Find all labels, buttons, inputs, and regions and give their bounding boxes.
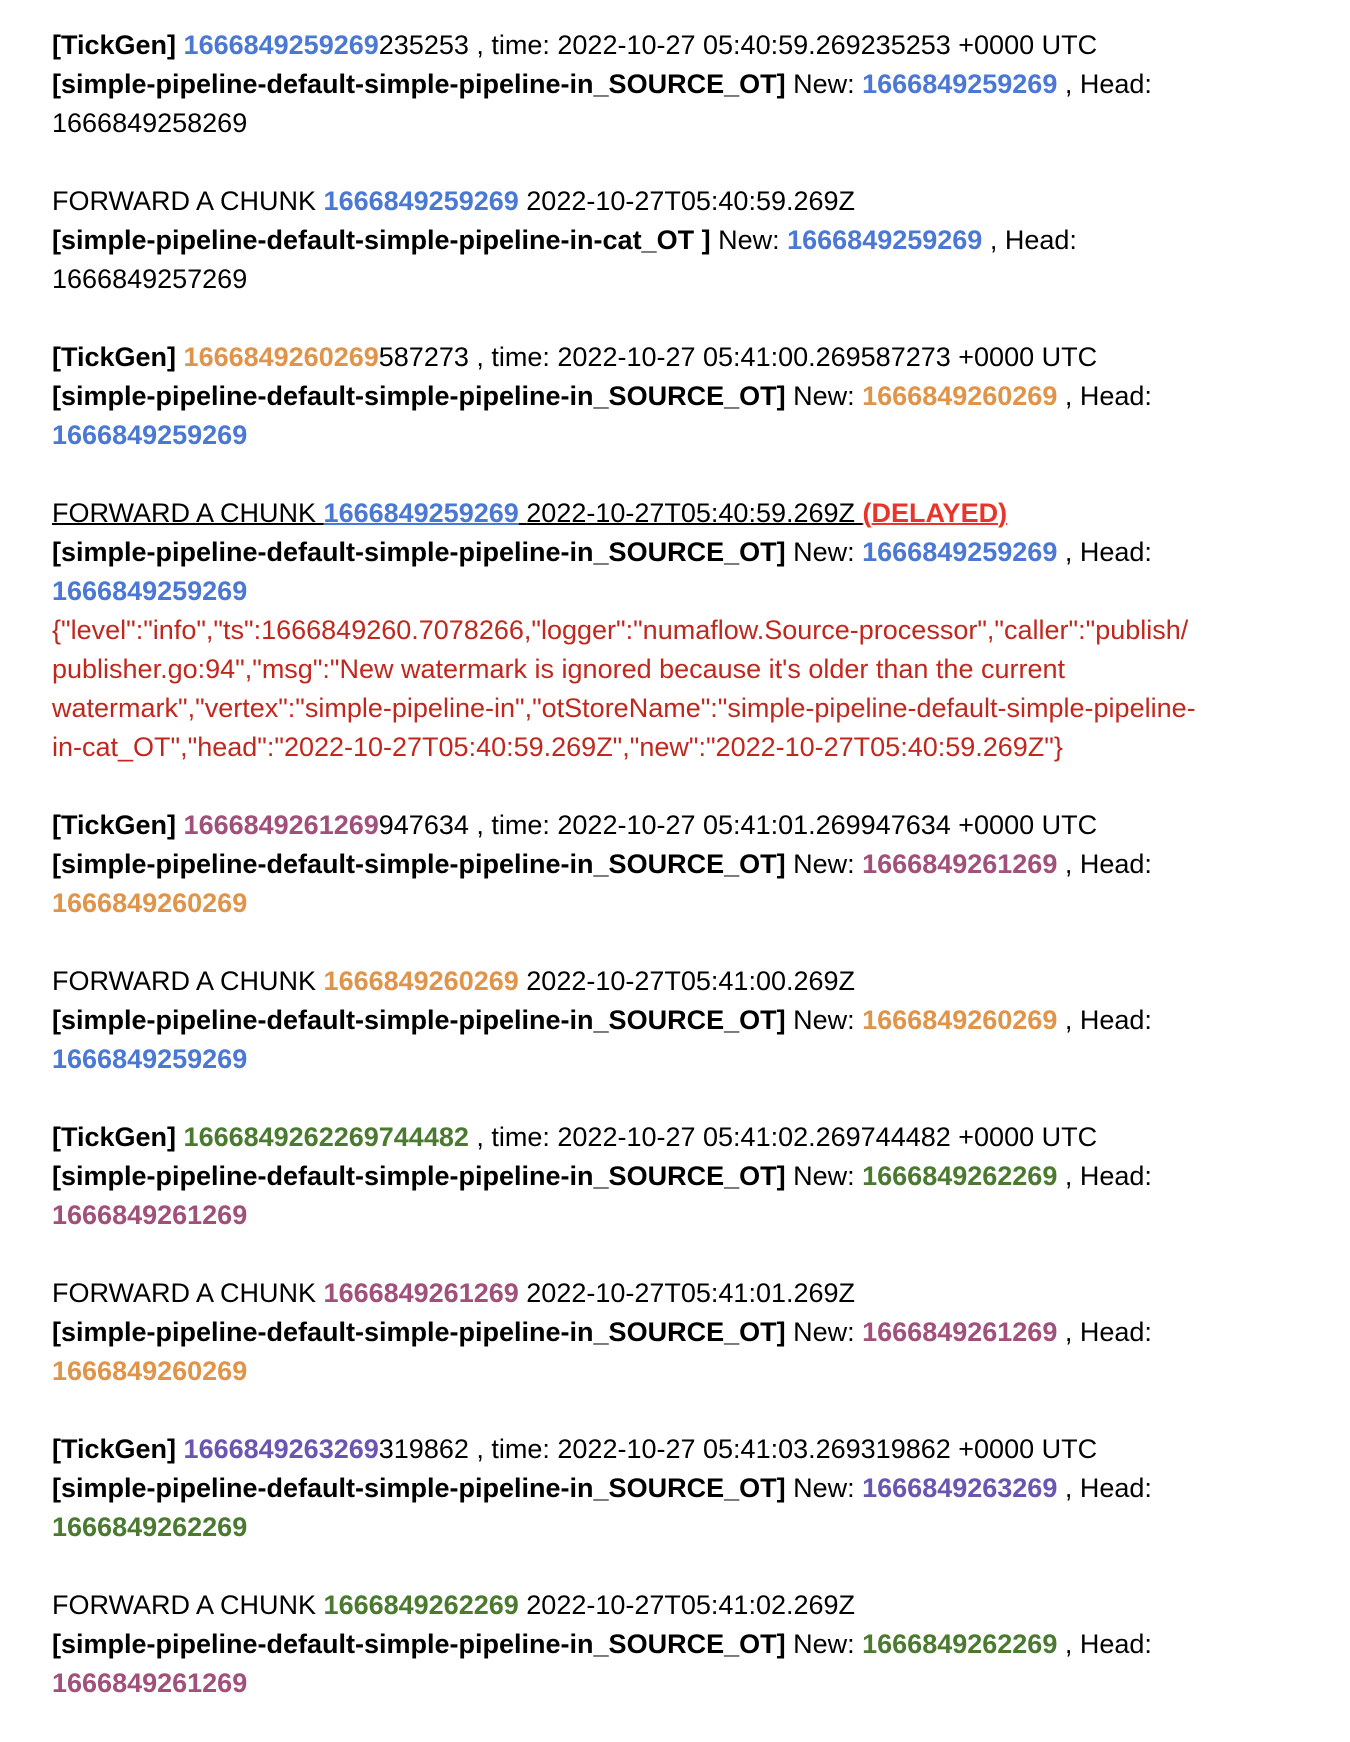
ot-store-label: [simple-pipeline-default-simple-pipeline-in_SOURCE_OT] [52, 1317, 786, 1347]
tick-timestamp-ms: 1666849262269 [183, 1122, 379, 1152]
head-label: , Head: [1064, 849, 1152, 879]
tickgen-line [52, 1118, 1297, 1157]
forward-delayed-entry [52, 494, 1297, 767]
new-watermark-value: 1666849259269 [787, 225, 983, 255]
tick-time-text: , time: 2022-10-27 05:41:01.269947634 +0000 UTC [476, 810, 1098, 840]
ot-line [52, 845, 1297, 884]
tickgen-line [52, 26, 1297, 65]
ot-store-label: [simple-pipeline-default-simple-pipeline-in_SOURCE_OT] [52, 1473, 786, 1503]
tickgen-entry [52, 1118, 1297, 1235]
tick-time-text: , time: 2022-10-27 05:40:59.269235253 +0000 UTC [476, 30, 1098, 60]
forward-label: FORWARD A CHUNK [52, 186, 317, 216]
forward-time-text: 2022-10-27T05:41:01.269Z [526, 1278, 856, 1308]
forward-entry [52, 1274, 1297, 1391]
head-line [52, 1196, 1297, 1235]
ot-store-label: [simple-pipeline-default-simple-pipeline-in_SOURCE_OT] [52, 537, 786, 567]
head-line [52, 1664, 1297, 1703]
ot-line [52, 533, 1297, 572]
new-label: New: [793, 1473, 855, 1503]
forward-watermark-value: 1666849261269 [323, 1278, 519, 1308]
tick-timestamp-ms: 1666849259269 [183, 30, 379, 60]
forward-time-text: 2022-10-27T05:41:00.269Z [526, 966, 856, 996]
tick-timestamp-ms: 1666849263269 [183, 1434, 379, 1464]
head-label: , Head: [1064, 1317, 1152, 1347]
ot-line [52, 1625, 1297, 1664]
new-label: New: [793, 537, 855, 567]
head-watermark-value: 1666849259269 [52, 420, 248, 450]
new-watermark-value: 1666849263269 [862, 1473, 1058, 1503]
tick-timestamp-ns-suffix: 587273 [378, 342, 469, 372]
ot-line [52, 1157, 1297, 1196]
head-watermark-value: 1666849260269 [52, 888, 248, 918]
forward-line [52, 494, 1297, 533]
head-line [52, 572, 1297, 611]
forward-watermark-value: 1666849260269 [323, 966, 519, 996]
log-line: {"level":"info","ts":1666849260.7078266,"logger":"numaflow.Source-processor","caller":"publish/ [52, 615, 1189, 645]
head-line [52, 884, 1297, 923]
delayed-badge: (DELAYED) [862, 498, 1008, 528]
forward-time-text: 2022-10-27T05:40:59.269Z [526, 186, 856, 216]
new-watermark-value: 1666849260269 [862, 1005, 1058, 1035]
forward-line [52, 1274, 1297, 1313]
tick-time-text: , time: 2022-10-27 05:41:00.269587273 +0000 UTC [476, 342, 1098, 372]
tickgen-line [52, 806, 1297, 845]
new-label: New: [793, 1629, 855, 1659]
tick-timestamp-ns-suffix: 319862 [378, 1434, 469, 1464]
tick-timestamp-ns-suffix: 235253 [378, 30, 469, 60]
ot-store-label: [simple-pipeline-default-simple-pipeline-in_SOURCE_OT] [52, 849, 786, 879]
head-line [52, 1352, 1297, 1391]
head-line [52, 260, 1297, 299]
ot-store-label: [simple-pipeline-default-simple-pipeline-in_SOURCE_OT] [52, 1161, 786, 1191]
forward-watermark-value: 1666849259269 [323, 498, 519, 528]
forward-watermark-value: 1666849262269 [323, 1590, 519, 1620]
head-watermark-value: 1666849257269 [52, 264, 248, 294]
forward-time-text: 2022-10-27T05:40:59.269Z [526, 498, 856, 528]
forward-time-text: 2022-10-27T05:41:02.269Z [526, 1590, 856, 1620]
forward-line [52, 962, 1297, 1001]
head-label: , Head: [1064, 1473, 1152, 1503]
ot-store-label: [simple-pipeline-default-simple-pipeline-in_SOURCE_OT] [52, 381, 786, 411]
head-watermark-value: 1666849261269 [52, 1200, 248, 1230]
head-line [52, 1508, 1297, 1547]
forward-entry [52, 962, 1297, 1079]
new-watermark-value: 1666849261269 [862, 1317, 1058, 1347]
tickgen-label: [TickGen] [52, 30, 177, 60]
head-label: , Head: [1064, 381, 1152, 411]
tickgen-entry [52, 806, 1297, 923]
forward-entry [52, 182, 1297, 299]
ot-line [52, 65, 1297, 104]
head-line [52, 104, 1297, 143]
ot-store-label: [simple-pipeline-default-simple-pipeline-in-cat_OT ] [52, 225, 711, 255]
head-label: , Head: [1064, 69, 1152, 99]
tick-timestamp-ms: 1666849261269 [183, 810, 379, 840]
new-watermark-value: 1666849262269 [862, 1161, 1058, 1191]
tick-timestamp-ns-suffix: 947634 [378, 810, 469, 840]
tickgen-label: [TickGen] [52, 342, 177, 372]
tickgen-label: [TickGen] [52, 810, 177, 840]
forward-label: FORWARD A CHUNK [52, 498, 317, 528]
head-label: , Head: [1064, 537, 1152, 567]
tickgen-line [52, 338, 1297, 377]
head-label: , Head: [1064, 1161, 1152, 1191]
head-watermark-value: 1666849259269 [52, 1044, 248, 1074]
ot-line [52, 221, 1297, 260]
forward-line [52, 182, 1297, 221]
ot-line [52, 1469, 1297, 1508]
log-document [52, 26, 1297, 1742]
new-watermark-value: 1666849261269 [862, 849, 1058, 879]
ot-line [52, 377, 1297, 416]
new-label: New: [793, 1005, 855, 1035]
new-watermark-value: 1666849259269 [862, 69, 1058, 99]
head-label: , Head: [1064, 1629, 1152, 1659]
ot-store-label: [simple-pipeline-default-simple-pipeline-in_SOURCE_OT] [52, 69, 786, 99]
tick-timestamp-ms: 1666849260269 [183, 342, 379, 372]
ot-line [52, 1313, 1297, 1352]
tickgen-entry [52, 338, 1297, 455]
tickgen-line [52, 1430, 1297, 1469]
tick-time-text: , time: 2022-10-27 05:41:03.269319862 +0000 UTC [476, 1434, 1098, 1464]
tickgen-entry [52, 26, 1297, 143]
forward-watermark-value: 1666849259269 [323, 186, 519, 216]
new-label: New: [793, 849, 855, 879]
log-line: publisher.go:94","msg":"New watermark is ignored because it's older than the current [52, 654, 1066, 684]
new-label: New: [718, 225, 780, 255]
ot-line [52, 1001, 1297, 1040]
new-watermark-value: 1666849260269 [862, 381, 1058, 411]
head-watermark-value: 1666849262269 [52, 1512, 248, 1542]
new-label: New: [793, 69, 855, 99]
log-line: in-cat_OT","head":"2022-10-27T05:40:59.269Z","new":"2022-10-27T05:40:59.269Z"} [52, 732, 1063, 762]
tickgen-entry [52, 1430, 1297, 1547]
tickgen-label: [TickGen] [52, 1434, 177, 1464]
new-label: New: [793, 1161, 855, 1191]
head-line [52, 1040, 1297, 1079]
log-line: watermark","vertex":"simple-pipeline-in","otStoreName":"simple-pipeline-default-simple-pipeline- [52, 693, 1196, 723]
tick-timestamp-ns-suffix: 744482 [378, 1122, 469, 1152]
forward-label: FORWARD A CHUNK [52, 1278, 317, 1308]
head-watermark-value: 1666849260269 [52, 1356, 248, 1386]
forward-label: FORWARD A CHUNK [52, 966, 317, 996]
ot-store-label: [simple-pipeline-default-simple-pipeline-in_SOURCE_OT] [52, 1005, 786, 1035]
head-label: , Head: [1064, 1005, 1152, 1035]
head-watermark-value: 1666849261269 [52, 1668, 248, 1698]
ot-store-label: [simple-pipeline-default-simple-pipeline-in_SOURCE_OT] [52, 1629, 786, 1659]
new-watermark-value: 1666849259269 [862, 537, 1058, 567]
new-label: New: [793, 381, 855, 411]
head-line [52, 416, 1297, 455]
new-label: New: [793, 1317, 855, 1347]
forward-entry [52, 1586, 1297, 1703]
tick-time-text: , time: 2022-10-27 05:41:02.269744482 +0000 UTC [476, 1122, 1098, 1152]
forward-label: FORWARD A CHUNK [52, 1590, 317, 1620]
forward-line [52, 1586, 1297, 1625]
head-watermark-value: 1666849259269 [52, 576, 248, 606]
tickgen-label: [TickGen] [52, 1122, 177, 1152]
head-watermark-value: 1666849258269 [52, 108, 248, 138]
new-watermark-value: 1666849262269 [862, 1629, 1058, 1659]
head-label: , Head: [989, 225, 1077, 255]
watermark-ignored-log [52, 611, 1297, 767]
